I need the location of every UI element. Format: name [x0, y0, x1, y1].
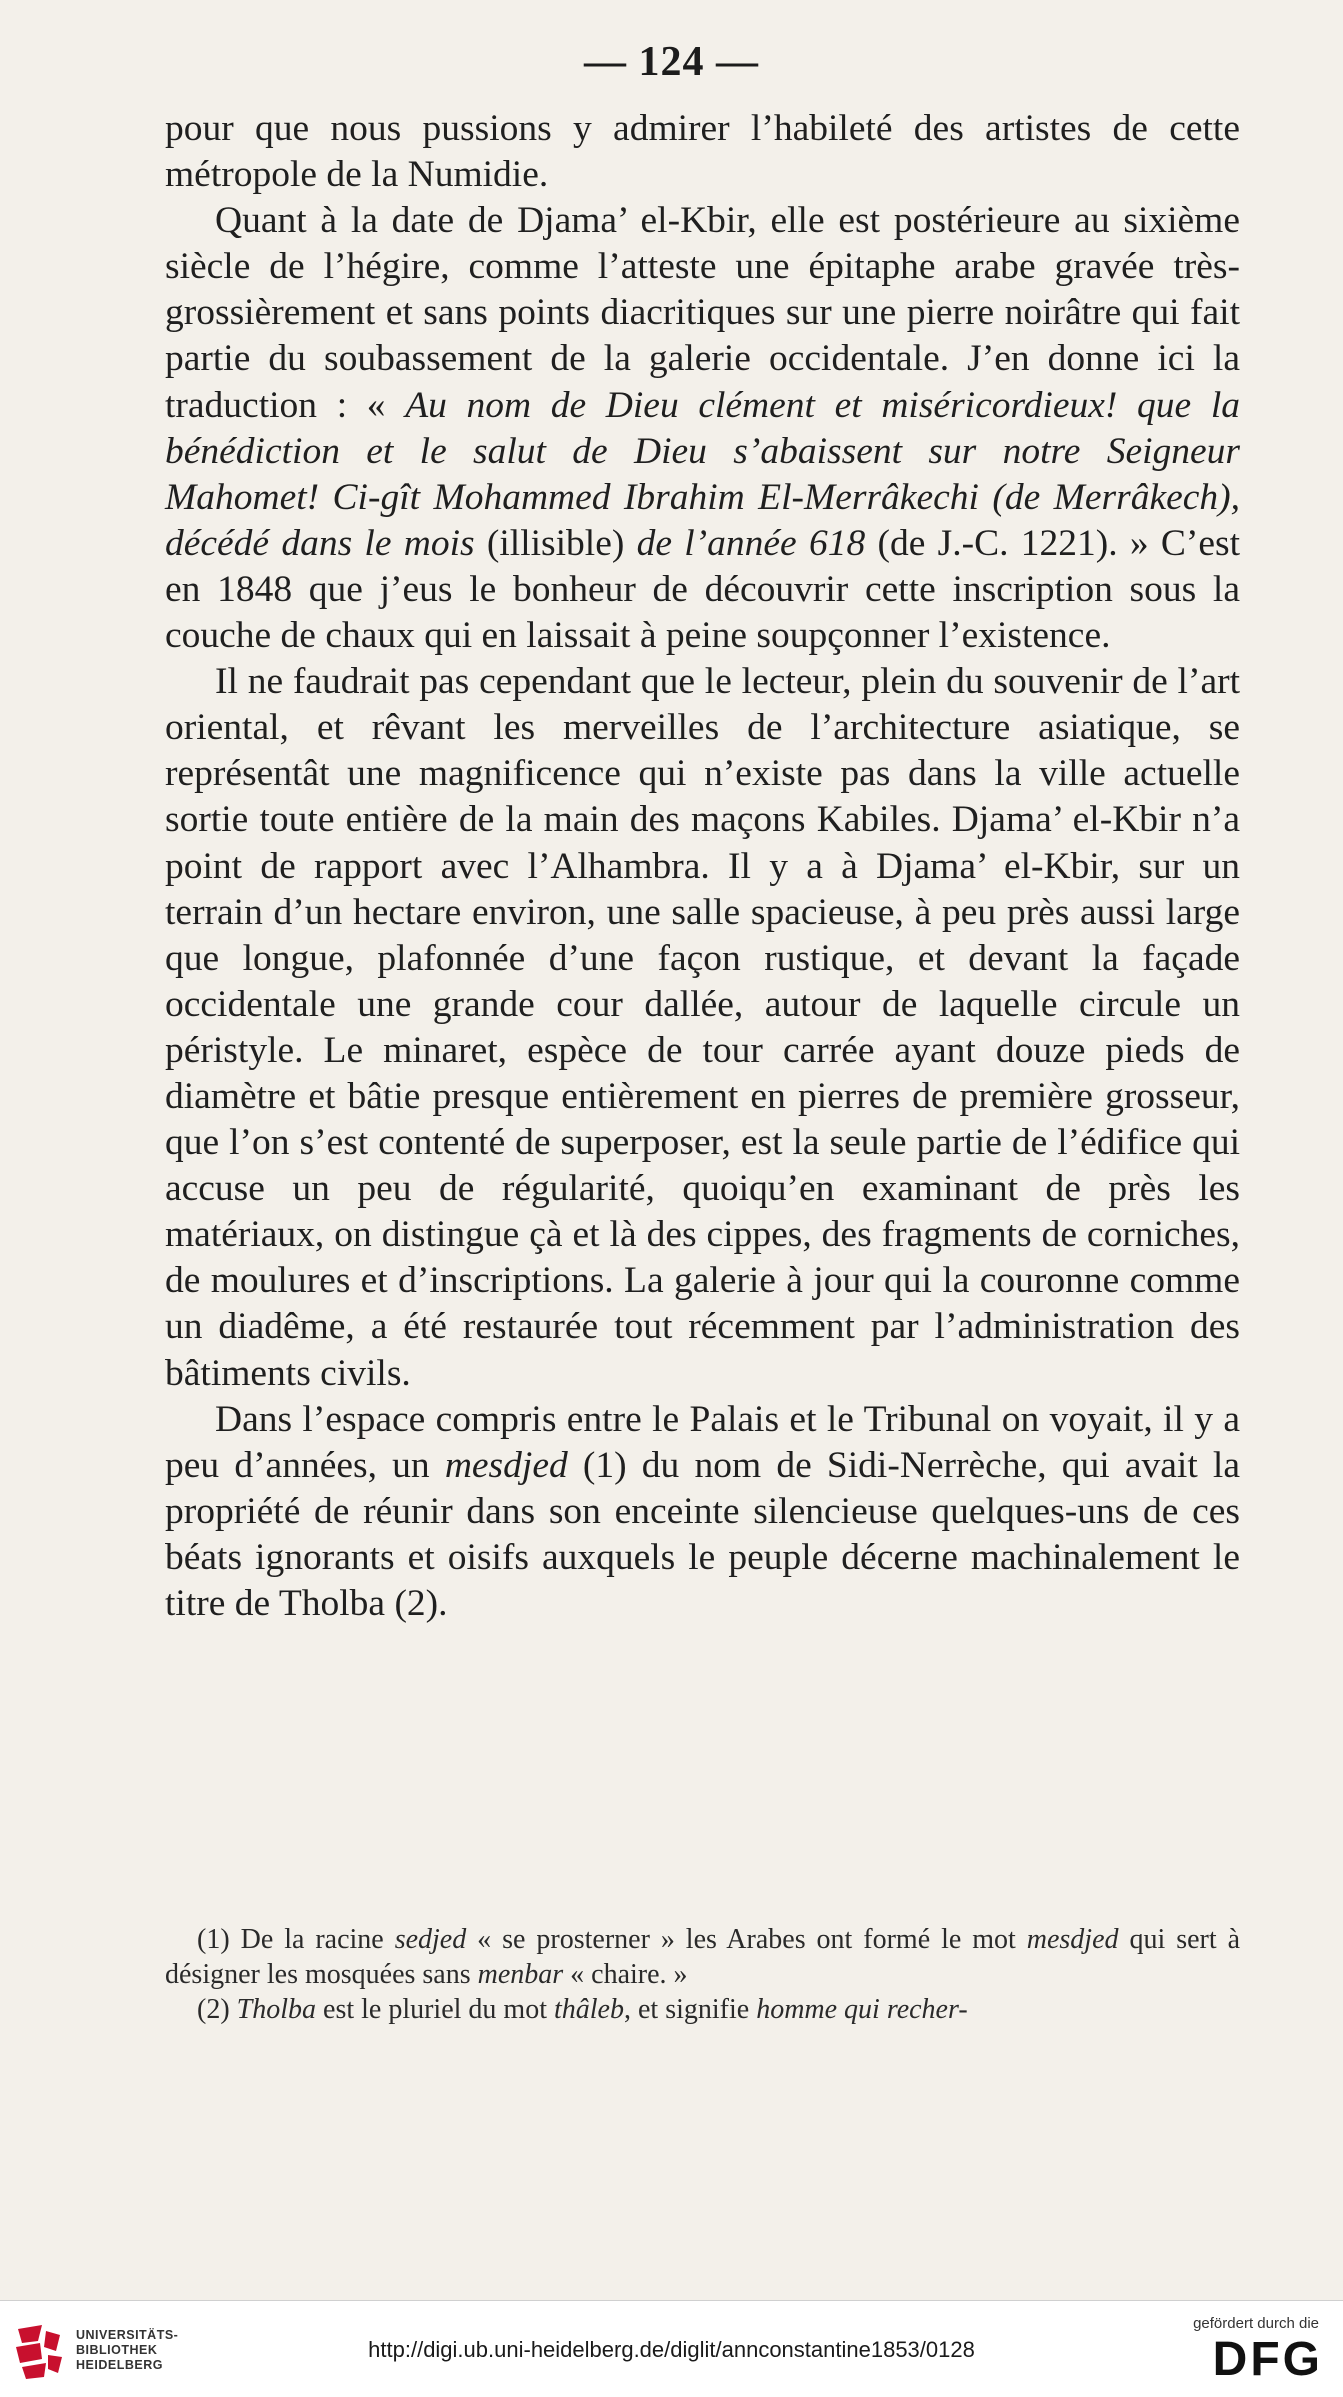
text-run: (1) De la racine — [197, 1924, 395, 1955]
paragraph — [165, 1397, 1240, 1627]
text-run: (illisible) — [474, 522, 637, 564]
italic-run: de l’année 618 — [636, 522, 866, 564]
paragraph — [165, 106, 1240, 198]
text-run: pour que nous pussions y admirer l’habileté des artistes de cette métropole de la Numidie. — [165, 108, 1240, 196]
library-name-line: UNIVERSITÄTS- — [76, 2328, 179, 2342]
library-name-line: HEIDELBERG — [76, 2358, 163, 2372]
text-run: « se prosterner » les Arabes ont formé le mot — [466, 1924, 1027, 1955]
italic-run: sedjed — [394, 1924, 467, 1955]
text-run: Dans l’espace compris entre le Palais et le Tribunal on voyait, il y a peu d’années, un — [165, 1398, 1240, 1486]
text-run: Il ne faudrait pas cependant que le lecteur, plein du souvenir de l’art oriental, et rêvant les merveilles de l’architecture asiatique, se représentât une magnificence qui n’existe pas dans la ville actuelle sortie toute entière de la main des maçons Kabiles. Djama’ el-Kbir n’a point de rapport avec l’Alhambra. Il y a à Djama’ el-Kbir, sur un terrain d’un hectare environ, une salle spacieuse, à peu près aussi large que longue, plafonnée d’une façon rustique, et devant la façade occidentale une grande cour dallée, autour de laquelle circule un péristyle. Le minaret, espèce de tour carrée ayant douze pieds de diamètre et bâtie presque entièrement en pierres de première grosseur, que l’on s’est contenté de superposer, est la seule partie de l’édifice qui accuse un peu de régularité, quoiqu’en examinant de près les matériaux, on distingue çà et là des cippes, des fragments de corniches, de moulures et d’inscriptions. La galerie à jour qui la couronne comme un diadême, a été restaurée tout récemment par l’administration des bâtiments civils. — [165, 661, 1240, 1394]
text-run: , et signifie — [623, 1994, 757, 2025]
italic-run: Au nom de Dieu clément et miséricordieux! que la bénédiction et le salut de Dieu s’abaissent sur notre Seigneur Mahomet! Ci-gît Mohammed Ibrahim El-Merrâkechi (de Merrâkech), décédé dans le mois — [165, 384, 1241, 564]
library-name-line: BIBLIOTHEK — [76, 2343, 158, 2357]
paragraph — [165, 198, 1240, 659]
funded-by-label: gefördert durch die — [1193, 2315, 1319, 2332]
paragraph — [165, 659, 1240, 1397]
body-text — [165, 106, 1240, 1627]
footnote — [165, 1992, 1240, 2027]
dfg-logo: DFG — [1212, 2333, 1323, 2386]
text-run: (2) — [197, 1994, 237, 2025]
text-run: est le pluriel du mot — [316, 1994, 554, 2025]
italic-run: menbar — [477, 1959, 564, 1990]
italic-run: Tholba — [236, 1994, 317, 2025]
footnote — [165, 1922, 1240, 1992]
permalink-url[interactable]: http://digi.ub.uni-heidelberg.de/diglit/annconstantine1853/0128 — [368, 2337, 975, 2362]
footnotes — [165, 1922, 1240, 2027]
viewer-footer — [0, 2300, 1343, 2397]
text-run: qui sert à désigner les mosquées sans — [165, 1924, 1240, 1990]
italic-run: homme qui recher- — [756, 1994, 968, 2025]
italic-run: mesdjed — [444, 1444, 568, 1486]
italic-run: thâleb — [553, 1994, 624, 2025]
text-run: (de J.-C. 1221). » C’est en 1848 que j’eus le bonheur de découvrir cette inscription sous la couche de chaux qui en laissait à peine soupçonner l’existence. — [165, 522, 1241, 657]
text-run: Quant à la date de Djama’ el-Kbir, elle est postérieure au sixième siècle de l’hégire, comme l’atteste une épitaphe arabe gravée très-grossièrement et sans points diacritiques sur une pierre noirâtre qui fait partie du soubassement de la galerie occidentale. J’en donne ici la traduction : « — [165, 200, 1240, 426]
page-number: — 124 — — [584, 39, 759, 85]
text-run: « chaire. » — [563, 1959, 688, 1990]
text-run: (1) du nom de Sidi-Nerrèche, qui avait la propriété de réunir dans son enceinte silencieuse quelques-uns de ces béats ignorants et oisifs auxquels le peuple décerne machinalement le titre de Tholba (2). — [165, 1444, 1240, 1624]
italic-run: mesdjed — [1026, 1924, 1119, 1955]
